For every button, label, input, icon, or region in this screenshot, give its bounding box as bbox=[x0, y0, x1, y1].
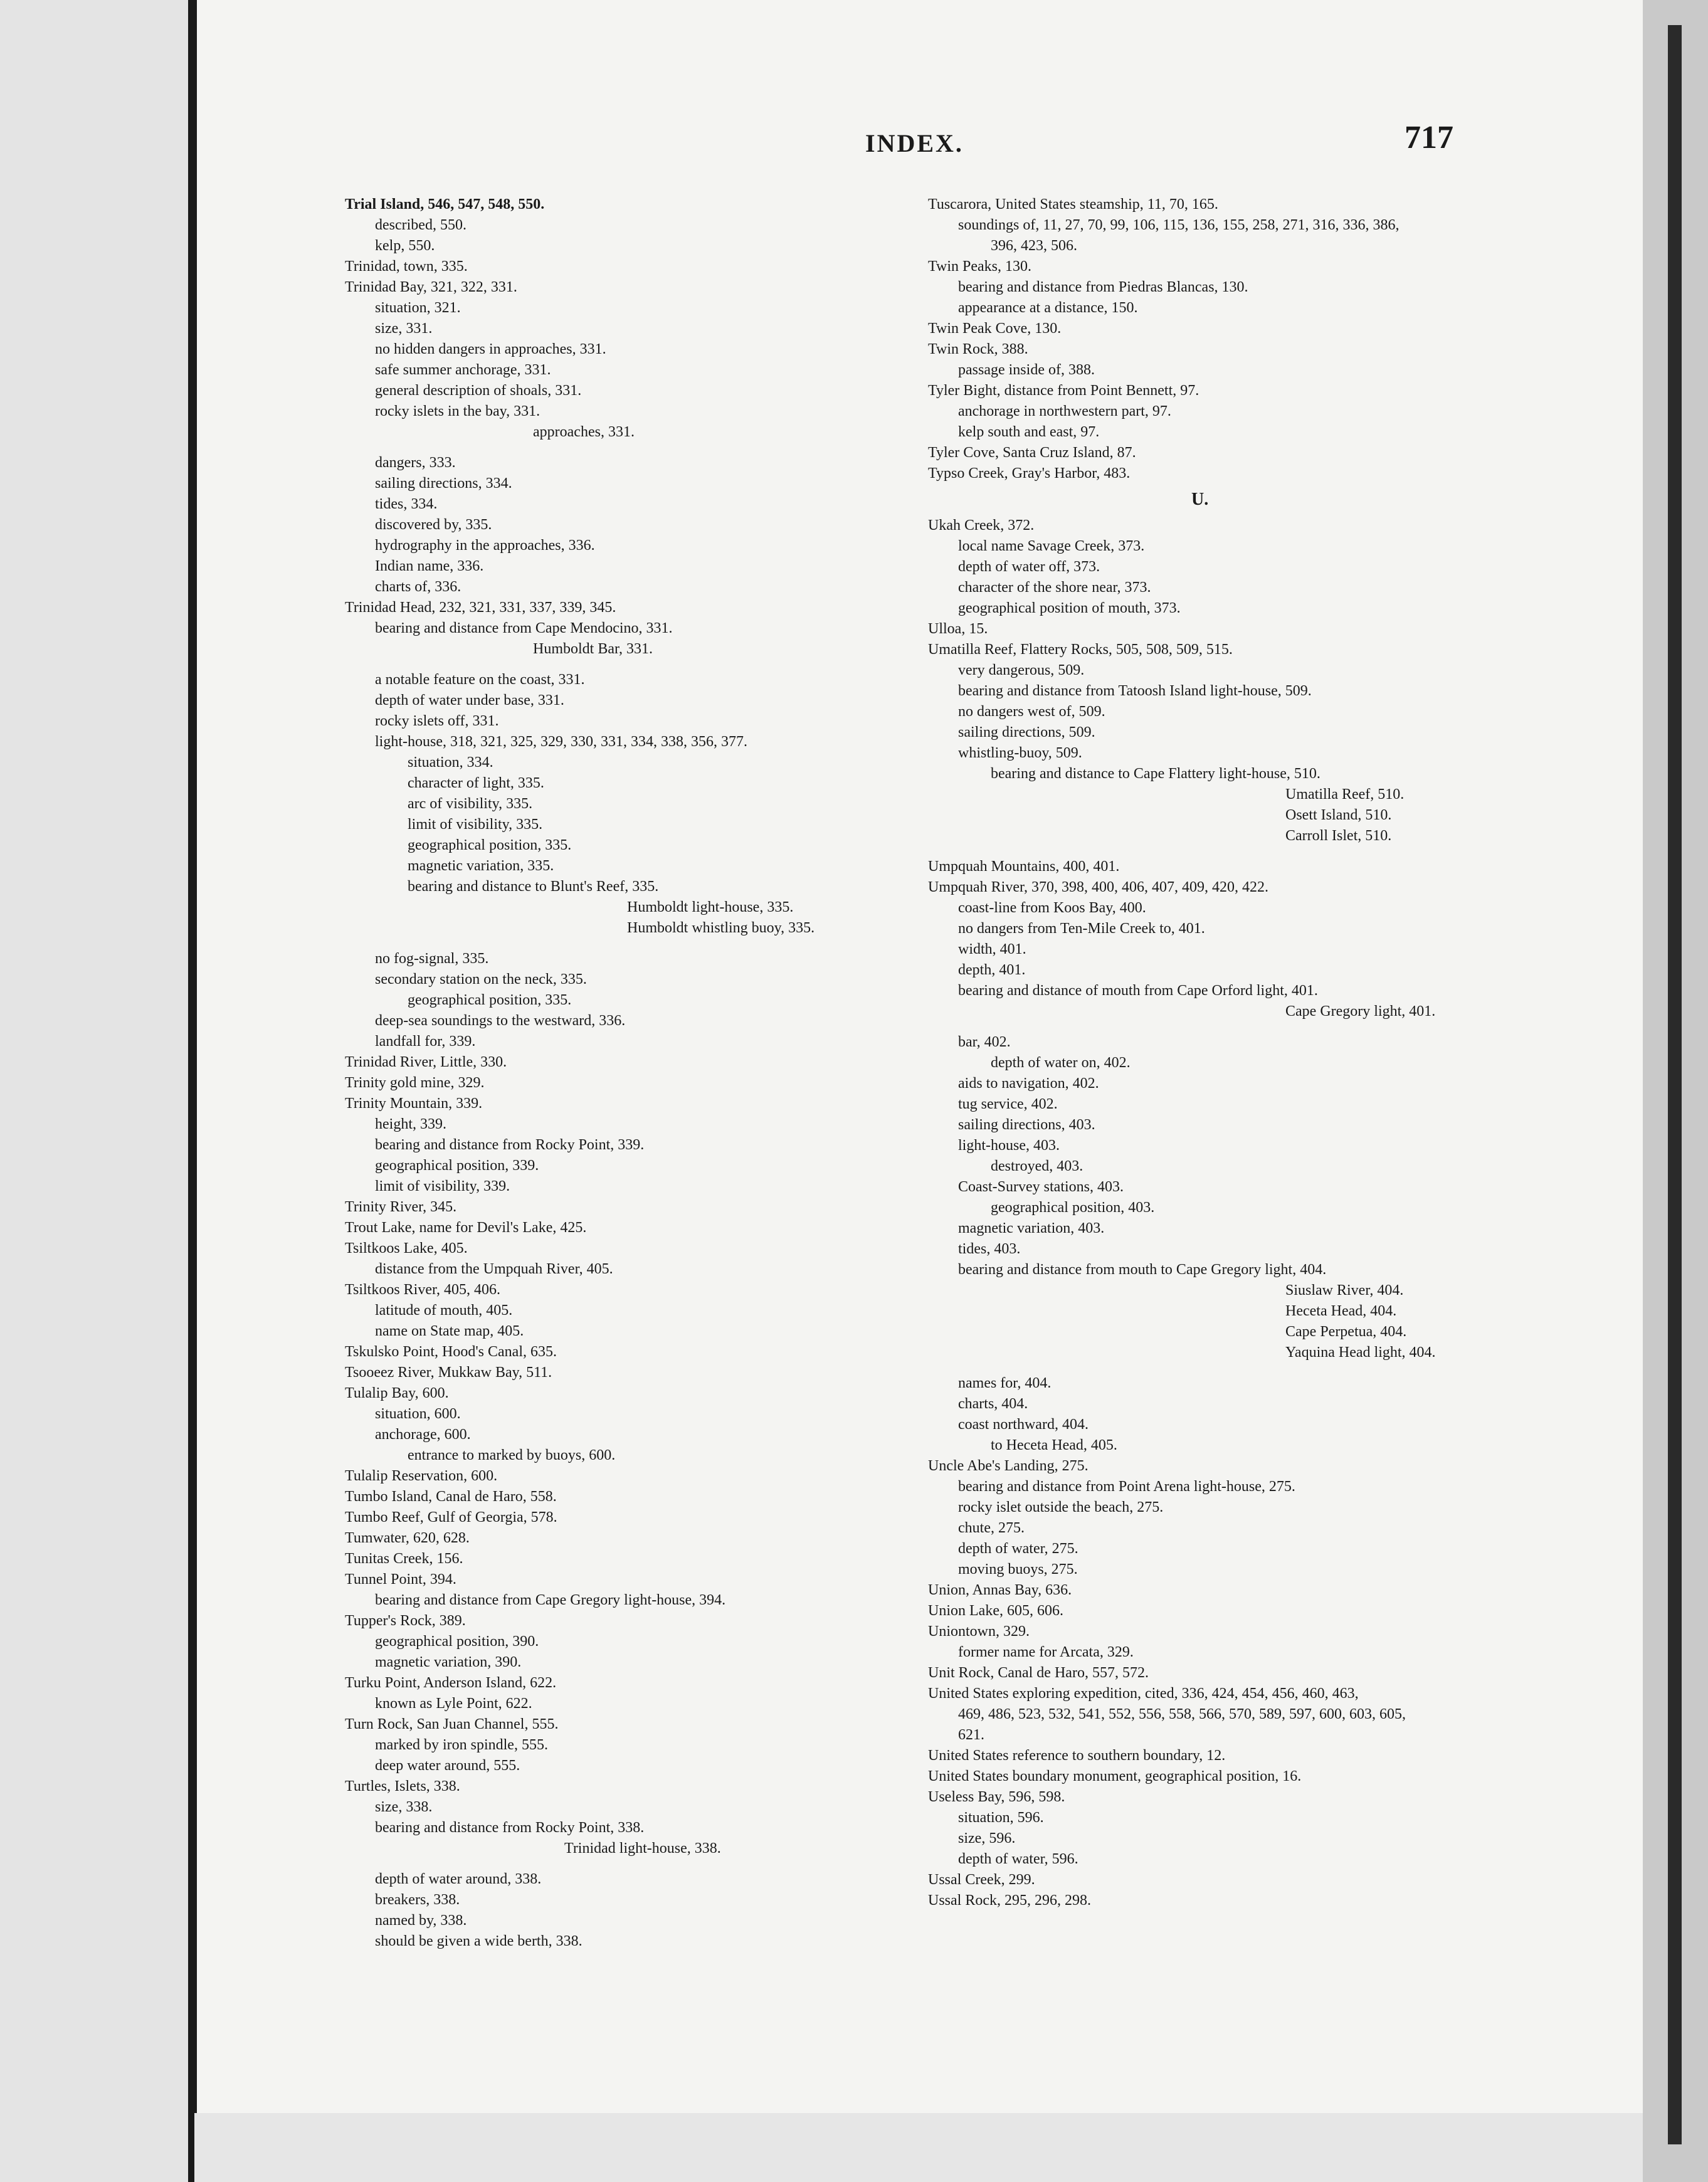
index-subentry: arc of visibility, 335. bbox=[408, 796, 533, 812]
section-letter-heading: U. bbox=[1191, 490, 1209, 509]
index-subentry: latitude of mouth, 405. bbox=[375, 1302, 513, 1319]
index-subentry: entrance to marked by buoys, 600. bbox=[408, 1447, 616, 1463]
index-subentry: passage inside of, 388. bbox=[958, 362, 1095, 378]
index-subentry: depth of water, 275. bbox=[958, 1541, 1078, 1557]
index-subentry: Humboldt Bar, 331. bbox=[533, 641, 653, 657]
index-subentry: no fog-signal, 335. bbox=[375, 951, 489, 967]
index-entry: Tsiltkoos Lake, 405. bbox=[345, 1240, 468, 1257]
index-subentry: soundings of, 11, 27, 70, 99, 106, 115, 136, 155, 258, 271, 316, 336, 386, bbox=[958, 217, 1400, 233]
index-subentry: destroyed, 403. bbox=[991, 1158, 1083, 1174]
spacer bbox=[928, 1022, 1467, 1032]
index-subentry: light-house, 318, 321, 325, 329, 330, 331, 334, 338, 356, 377. bbox=[375, 734, 747, 750]
spacer bbox=[345, 1859, 909, 1869]
index-entry: Ulloa, 15. bbox=[928, 621, 988, 637]
index-subentry: Heceta Head, 404. bbox=[1285, 1303, 1397, 1319]
index-subentry: to Heceta Head, 405. bbox=[991, 1437, 1117, 1453]
index-entry: Useless Bay, 596, 598. bbox=[928, 1789, 1065, 1805]
index-subentry: height, 339. bbox=[375, 1116, 446, 1132]
index-entry: Tumbo Island, Canal de Haro, 558. bbox=[345, 1489, 557, 1505]
index-subentry: dangers, 333. bbox=[375, 455, 456, 471]
index-subentry: Yaquina Head light, 404. bbox=[1285, 1344, 1436, 1361]
index-subentry: local name Savage Creek, 373. bbox=[958, 538, 1145, 554]
index-entry: Tulalip Reservation, 600. bbox=[345, 1468, 498, 1484]
index-entry: Ussal Rock, 295, 296, 298. bbox=[928, 1892, 1091, 1909]
index-subentry: approaches, 331. bbox=[533, 424, 635, 440]
spacer bbox=[345, 660, 909, 670]
index-entry: Twin Peak Cove, 130. bbox=[928, 320, 1062, 337]
index-subentry: bearing and distance of mouth from Cape Orford light, 401. bbox=[958, 983, 1318, 999]
index-subentry: no hidden dangers in approaches, 331. bbox=[375, 341, 606, 357]
index-subentry: distance from the Umpquah River, 405. bbox=[375, 1261, 613, 1277]
index-subentry: limit of visibility, 339. bbox=[375, 1178, 510, 1194]
index-subentry: depth of water under base, 331. bbox=[375, 692, 564, 709]
index-entry: Turn Rock, San Juan Channel, 555. bbox=[345, 1716, 559, 1732]
index-entry: Trinidad Head, 232, 321, 331, 337, 339, 345. bbox=[345, 599, 616, 616]
index-entry: Umatilla Reef, Flattery Rocks, 505, 508, 509, 515. bbox=[928, 641, 1233, 658]
index-subentry: charts, 404. bbox=[958, 1396, 1028, 1412]
index-subentry: depth of water around, 338. bbox=[375, 1871, 542, 1887]
index-subentry: Coast-Survey stations, 403. bbox=[958, 1179, 1124, 1195]
index-subentry: bearing and distance from Cape Gregory light-house, 394. bbox=[375, 1592, 726, 1608]
index-subentry: sailing directions, 509. bbox=[958, 724, 1095, 741]
index-entry: United States exploring expedition, cited, 336, 424, 454, 456, 460, 463, bbox=[928, 1685, 1359, 1702]
index-subentry: names for, 404. bbox=[958, 1375, 1052, 1391]
index-subentry: magnetic variation, 403. bbox=[958, 1220, 1105, 1236]
index-subentry: should be given a wide berth, 338. bbox=[375, 1933, 583, 1949]
index-subentry: very dangerous, 509. bbox=[958, 662, 1085, 678]
index-subentry: Osett Island, 510. bbox=[1285, 807, 1392, 823]
index-entry: Tyler Bight, distance from Point Bennett, 97. bbox=[928, 382, 1199, 399]
index-entry: Union Lake, 605, 606. bbox=[928, 1603, 1063, 1619]
index-subentry: size, 596. bbox=[958, 1830, 1016, 1847]
index-subentry: situation, 334. bbox=[408, 754, 493, 771]
index-subentry: bearing and distance from Piedras Blancas, 130. bbox=[958, 279, 1248, 295]
index-subentry: rocky islets in the bay, 331. bbox=[375, 403, 540, 419]
index-subentry: geographical position, 390. bbox=[375, 1633, 539, 1650]
index-entry: Umpquah River, 370, 398, 400, 406, 407, 409, 420, 422. bbox=[928, 879, 1269, 895]
index-subentry: anchorage, 600. bbox=[375, 1426, 471, 1443]
index-subentry: bearing and distance from Tatoosh Island light-house, 509. bbox=[958, 683, 1312, 699]
index-entry: Twin Peaks, 130. bbox=[928, 258, 1031, 275]
index-subentry: situation, 600. bbox=[375, 1406, 461, 1422]
index-subentry: geographical position of mouth, 373. bbox=[958, 600, 1181, 616]
index-entry: Unit Rock, Canal de Haro, 557, 572. bbox=[928, 1665, 1149, 1681]
index-subentry: kelp south and east, 97. bbox=[958, 424, 1100, 440]
index-subentry: aids to navigation, 402. bbox=[958, 1075, 1099, 1092]
index-subentry: Umatilla Reef, 510. bbox=[1285, 786, 1405, 803]
index-entry: Union, Annas Bay, 636. bbox=[928, 1582, 1072, 1598]
index-subentry: secondary station on the neck, 335. bbox=[375, 971, 587, 988]
index-subentry: width, 401. bbox=[958, 941, 1026, 957]
index-entry: Trial Island, 546, 547, 548, 550. bbox=[345, 196, 545, 213]
index-subentry: limit of visibility, 335. bbox=[408, 816, 543, 833]
index-entry: Tskulsko Point, Hood's Canal, 635. bbox=[345, 1344, 557, 1360]
index-subentry: tug service, 402. bbox=[958, 1096, 1058, 1112]
index-entry: Ussal Creek, 299. bbox=[928, 1872, 1035, 1888]
index-subentry: breakers, 338. bbox=[375, 1892, 460, 1908]
right-page-edge bbox=[1643, 0, 1708, 2182]
index-entry: Trinidad River, Little, 330. bbox=[345, 1054, 507, 1070]
index-entry: United States boundary monument, geographical position, 16. bbox=[928, 1768, 1302, 1784]
spacer bbox=[345, 443, 909, 453]
index-subentry: size, 331. bbox=[375, 320, 433, 337]
index-subentry: rocky islets off, 331. bbox=[375, 713, 499, 729]
index-subentry: bearing and distance from mouth to Cape Gregory light, 404. bbox=[958, 1262, 1327, 1278]
index-subentry: appearance at a distance, 150. bbox=[958, 300, 1138, 316]
index-subentry: sailing directions, 334. bbox=[375, 475, 512, 492]
index-subentry: moving buoys, 275. bbox=[958, 1561, 1078, 1578]
index-entry: Twin Rock, 388. bbox=[928, 341, 1028, 357]
index-subentry: Carroll Islet, 510. bbox=[1285, 828, 1392, 844]
index-subentry: Siuslaw River, 404. bbox=[1285, 1282, 1404, 1299]
index-subentry: sailing directions, 403. bbox=[958, 1117, 1095, 1133]
index-entry: Trinity gold mine, 329. bbox=[345, 1075, 485, 1091]
right-edge-bar bbox=[1668, 25, 1682, 2144]
index-subentry: rocky islet outside the beach, 275. bbox=[958, 1499, 1164, 1515]
index-subentry: hydrography in the approaches, 336. bbox=[375, 537, 595, 554]
index-subentry: deep water around, 555. bbox=[375, 1758, 520, 1774]
index-subentry: geographical position, 339. bbox=[375, 1157, 539, 1174]
index-column-right bbox=[928, 194, 1467, 1911]
index-subentry: former name for Arcata, 329. bbox=[958, 1644, 1134, 1660]
index-subentry: bearing and distance from Point Arena light-house, 275. bbox=[958, 1478, 1295, 1495]
index-subentry: magnetic variation, 390. bbox=[375, 1654, 522, 1670]
index-subentry: Humboldt light-house, 335. bbox=[627, 899, 794, 915]
index-subentry: tides, 334. bbox=[375, 496, 438, 512]
index-entry: United States reference to southern boundary, 12. bbox=[928, 1747, 1226, 1764]
index-subentry: name on State map, 405. bbox=[375, 1323, 524, 1339]
index-entry: Uncle Abe's Landing, 275. bbox=[928, 1458, 1089, 1474]
index-subentry: coast-line from Koos Bay, 400. bbox=[958, 900, 1146, 916]
index-subentry: whistling-buoy, 509. bbox=[958, 745, 1082, 761]
index-subentry: bearing and distance from Cape Mendocino, 331. bbox=[375, 620, 673, 636]
index-subentry: size, 338. bbox=[375, 1799, 433, 1815]
index-entry: Tunitas Creek, 156. bbox=[345, 1551, 463, 1567]
spacer bbox=[928, 846, 1467, 856]
index-subentry: situation, 321. bbox=[375, 300, 461, 316]
index-entry: Tumwater, 620, 628. bbox=[345, 1530, 470, 1546]
index-subentry: Indian name, 336. bbox=[375, 558, 484, 574]
spacer bbox=[928, 1363, 1467, 1373]
index-subentry: tides, 403. bbox=[958, 1241, 1021, 1257]
index-subentry: geographical position, 403. bbox=[991, 1199, 1155, 1216]
index-entry: Trinity Mountain, 339. bbox=[345, 1095, 483, 1112]
left-gutter bbox=[0, 0, 188, 2182]
page-number: 717 bbox=[1405, 120, 1453, 155]
index-entry: Tulalip Bay, 600. bbox=[345, 1385, 449, 1401]
index-entry: Typso Creek, Gray's Harbor, 483. bbox=[928, 465, 1131, 482]
index-subentry: character of light, 335. bbox=[408, 775, 544, 791]
running-head: INDEX. bbox=[865, 129, 964, 157]
index-entry: Trinidad, town, 335. bbox=[345, 258, 468, 275]
index-subentry: coast northward, 404. bbox=[958, 1416, 1089, 1433]
index-subentry: geographical position, 335. bbox=[408, 837, 572, 853]
index-subentry: 469, 486, 523, 532, 541, 552, 556, 558, 566, 570, 589, 597, 600, 603, 605, bbox=[958, 1706, 1406, 1722]
index-subentry: anchorage in northwestern part, 97. bbox=[958, 403, 1171, 419]
index-subentry: Humboldt whistling buoy, 335. bbox=[627, 920, 815, 936]
index-subentry: kelp, 550. bbox=[375, 238, 435, 254]
index-subentry: Cape Gregory light, 401. bbox=[1285, 1003, 1436, 1020]
index-column-left bbox=[345, 194, 909, 1952]
index-subentry: character of the shore near, 373. bbox=[958, 579, 1151, 596]
index-subentry: deep-sea soundings to the westward, 336. bbox=[375, 1013, 626, 1029]
index-subentry: charts of, 336. bbox=[375, 579, 461, 595]
page-spine-edge bbox=[188, 0, 197, 2182]
index-subentry: described, 550. bbox=[375, 217, 467, 233]
index-subentry: Cape Perpetua, 404. bbox=[1285, 1324, 1407, 1340]
index-entry: Uniontown, 329. bbox=[928, 1623, 1030, 1640]
index-subentry: depth of water, 596. bbox=[958, 1851, 1078, 1867]
index-subentry: chute, 275. bbox=[958, 1520, 1025, 1536]
index-subentry: landfall for, 339. bbox=[375, 1033, 476, 1050]
index-entry: Turku Point, Anderson Island, 622. bbox=[345, 1675, 557, 1691]
index-subentry: general description of shoals, 331. bbox=[375, 382, 582, 399]
index-subentry: marked by iron spindle, 555. bbox=[375, 1737, 548, 1753]
index-entry: Ukah Creek, 372. bbox=[928, 517, 1035, 534]
index-subentry: magnetic variation, 335. bbox=[408, 858, 554, 874]
index-subentry: discovered by, 335. bbox=[375, 517, 492, 533]
index-subentry: bearing and distance to Blunt's Reef, 335. bbox=[408, 878, 659, 895]
index-entry: Tupper's Rock, 389. bbox=[345, 1613, 466, 1629]
index-subentry: 396, 423, 506. bbox=[991, 238, 1077, 254]
index-subentry: bearing and distance to Cape Flattery light-house, 510. bbox=[991, 766, 1321, 782]
spacer bbox=[345, 939, 909, 949]
index-subentry: no dangers west of, 509. bbox=[958, 704, 1105, 720]
index-subentry: geographical position, 335. bbox=[408, 992, 572, 1008]
index-entry: Tyler Cove, Santa Cruz Island, 87. bbox=[928, 445, 1136, 461]
index-entry: Tuscarora, United States steamship, 11, 70, 165. bbox=[928, 196, 1218, 213]
index-subentry: safe summer anchorage, 331. bbox=[375, 362, 551, 378]
index-subentry: depth, 401. bbox=[958, 962, 1026, 978]
index-subentry: depth of water off, 373. bbox=[958, 559, 1100, 575]
index-entry: Trout Lake, name for Devil's Lake, 425. bbox=[345, 1220, 587, 1236]
index-subentry: bearing and distance from Rocky Point, 338. bbox=[375, 1820, 645, 1836]
index-entry: Trinidad Bay, 321, 322, 331. bbox=[345, 279, 517, 295]
index-entry: Tunnel Point, 394. bbox=[345, 1571, 456, 1588]
index-subentry: bearing and distance from Rocky Point, 339. bbox=[375, 1137, 645, 1153]
index-entry: Turtles, Islets, 338. bbox=[345, 1778, 460, 1795]
index-entry: Umpquah Mountains, 400, 401. bbox=[928, 858, 1120, 875]
index-subentry: situation, 596. bbox=[958, 1810, 1044, 1826]
bottom-margin bbox=[194, 2113, 1643, 2182]
index-subentry: known as Lyle Point, 622. bbox=[375, 1695, 532, 1712]
index-subentry: Trinidad light-house, 338. bbox=[564, 1840, 721, 1857]
index-entry: Tsooeez River, Mukkaw Bay, 511. bbox=[345, 1364, 552, 1381]
index-entry: Trinity River, 345. bbox=[345, 1199, 457, 1215]
index-subentry: no dangers from Ten-Mile Creek to, 401. bbox=[958, 920, 1205, 937]
index-subentry: depth of water on, 402. bbox=[991, 1055, 1131, 1071]
index-entry: Tumbo Reef, Gulf of Georgia, 578. bbox=[345, 1509, 557, 1526]
index-subentry: bar, 402. bbox=[958, 1034, 1011, 1050]
index-subentry: 621. bbox=[958, 1727, 984, 1743]
index-subentry: named by, 338. bbox=[375, 1912, 467, 1929]
index-subentry: light-house, 403. bbox=[958, 1137, 1060, 1154]
index-entry: Tsiltkoos River, 405, 406. bbox=[345, 1282, 501, 1298]
index-subentry: a notable feature on the coast, 331. bbox=[375, 672, 585, 688]
